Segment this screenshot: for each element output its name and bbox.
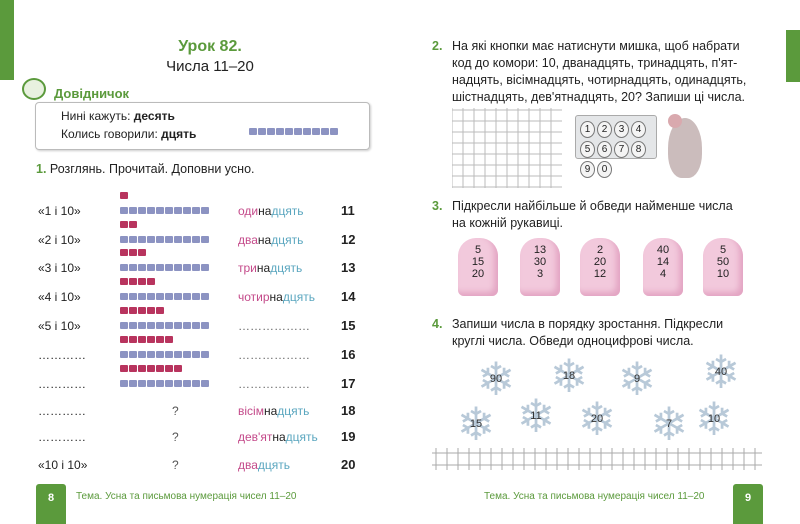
cube [156,351,164,358]
cube [201,351,209,358]
keypad-button[interactable]: 1 [580,121,595,138]
word-part: вісім [238,404,264,418]
mouse-ear [668,114,682,128]
cube [156,207,164,214]
keypad-button[interactable]: 7 [614,141,629,158]
cube [174,264,182,271]
mitten [458,238,498,296]
ref-line1-value: десять [133,109,175,123]
cube [174,293,182,300]
snowflake-number[interactable]: ❄ 11 [512,392,560,440]
cube [120,380,128,387]
word-part: два [238,233,258,247]
word-part: на [257,233,272,247]
task-text-line: Підкресли найбільше й обведи найменше числа [452,199,733,213]
cube [120,293,128,300]
row-label: «10 і 10» [38,458,88,472]
cube [201,380,209,387]
cube [138,380,146,387]
mitten-number[interactable]: 5 [719,244,727,256]
row-label: «1 і 10» [38,204,81,218]
table-row [0,200,400,222]
number-word [238,261,302,275]
word-part: на [256,261,271,275]
task1-number: 1. [36,162,47,176]
word-part: на [272,430,286,444]
cube [120,236,128,243]
cube [120,249,128,256]
cube [165,351,173,358]
table-row [0,454,400,476]
cube [201,236,209,243]
table-row [0,344,400,366]
row-label: «5 і 10» [38,319,81,333]
ref-line2-label: Колись говорили: [61,127,158,141]
mitten-number[interactable]: 4 [659,268,667,280]
number-word [238,290,315,304]
word-part: чотир [238,290,270,304]
cube [120,322,128,329]
row-number: 15 [341,318,356,333]
number-word [238,204,304,218]
cube [156,380,164,387]
cube [165,236,173,243]
cube [330,128,338,135]
row-number: 18 [341,403,356,418]
mitten-number[interactable]: 40 [656,244,670,256]
cube [138,351,146,358]
cube [192,236,200,243]
cube [120,264,128,271]
cube [129,365,137,372]
row-number: 14 [341,289,356,304]
cube [192,380,200,387]
word-part: на [263,404,278,418]
cube [120,192,128,199]
question-mark: ? [172,458,179,472]
cube [120,278,128,285]
mitten-number[interactable]: 20 [593,256,607,268]
page-number-right: 9 [733,484,763,524]
mitten-number[interactable]: 12 [593,268,607,280]
cube [165,207,173,214]
cube [156,322,164,329]
cube [156,293,164,300]
mitten-number[interactable]: 13 [533,244,547,256]
task3-number: 3. [432,199,443,213]
mitten-number[interactable]: 3 [536,268,544,280]
row-number: 11 [341,203,355,218]
number-word [238,233,303,247]
cube [147,307,155,314]
keypad-button[interactable]: 6 [597,141,612,158]
cube [138,307,146,314]
mitten [520,238,560,296]
cube-bars [120,307,210,336]
keypad-button[interactable]: 3 [614,121,629,138]
cube-bars [120,192,210,221]
mitten-number[interactable]: 2 [596,244,604,256]
cube [138,365,146,372]
task-text-line: код до комори: 10, дванадцять, тринадцять, п'ят- [452,56,738,70]
mitten-number[interactable]: 20 [471,268,485,280]
table-row [0,229,400,251]
cube [165,336,173,343]
cube-bars [120,249,210,278]
cube [120,336,128,343]
cube [192,207,200,214]
task3 [432,198,772,232]
cube [129,249,137,256]
cube [267,128,275,135]
row-number: 20 [341,457,356,472]
cube [147,380,155,387]
footer-topic-left: Тема. Усна та письмова нумерація чисел 11–20 [76,491,297,502]
word-part: дцять [271,233,304,247]
cube [138,249,146,256]
task-text-line: на кожній рукавиці. [452,216,564,230]
cube [174,322,182,329]
keypad-button[interactable]: 5 [580,141,595,158]
keypad-button[interactable]: 2 [597,121,612,138]
cube [156,264,164,271]
word-part: дцять [277,404,310,418]
cube [129,207,137,214]
cube [138,236,146,243]
cube [183,264,191,271]
cube [147,264,155,271]
word-part: дев'ят [238,430,273,444]
snowflake-number[interactable]: ❄ 20 [573,395,621,443]
cube [165,264,173,271]
word-part: три [238,261,257,275]
mitten-number[interactable]: 15 [471,256,485,268]
cube [201,264,209,271]
cube [276,128,284,135]
cube-bars [120,278,210,307]
task1-text: Розглянь. Прочитай. Доповни усно. [49,162,255,176]
snowflake-number[interactable]: ❄ 7 [645,400,693,448]
table-row [0,257,400,279]
row-label: ………… [38,377,86,391]
task-text-line: шістнадцять, дев'ятнадцять, 20? Запиши ці числа. [452,90,746,104]
keypad-button[interactable]: 4 [631,121,646,138]
row-label: ………… [38,404,86,418]
snowflake-number[interactable]: ❄ 90 [472,355,520,403]
cube [156,236,164,243]
number-word [238,458,290,472]
question-mark: ? [172,430,179,444]
cube [201,322,209,329]
number-word [238,430,318,444]
cube [183,380,191,387]
cube [183,207,191,214]
cube [156,307,164,314]
cube [192,351,200,358]
cube [120,221,128,228]
ref-line1-label: Нині кажуть: [61,109,131,123]
task1-heading [36,162,255,176]
cube-bars [120,221,210,250]
task-text-line: На які кнопки має натиснути мишка, щоб набрати [452,39,740,53]
right-edge-tab [786,30,800,82]
cube [165,322,173,329]
cube [165,380,173,387]
cube [249,128,257,135]
ref-line2-value: дцять [161,127,197,141]
mitten-number[interactable]: 14 [656,256,670,268]
cube-bars [120,336,210,365]
word-part: дцять [271,204,304,218]
cube [258,128,266,135]
cube [129,336,137,343]
page-number-left: 8 [36,484,66,524]
row-number: 19 [341,429,356,444]
cube [129,380,137,387]
mitten-number[interactable]: 5 [474,244,482,256]
reference-heading: Довідничок [54,86,130,101]
cube [285,128,293,135]
cube [138,336,146,343]
row-number: 17 [341,376,356,391]
word-part: дцять [257,458,291,472]
cube [321,128,329,135]
cube [183,322,191,329]
task-text-line: Запиши числа в порядку зростання. Підкресли [452,317,724,331]
task2-number: 2. [432,39,443,53]
cube [183,293,191,300]
helper-character-icon [22,78,46,100]
cube [201,293,209,300]
cube [147,207,155,214]
mitten [643,238,683,296]
lesson-title: Урок 82. [178,38,242,55]
code-keypad [575,115,657,175]
cube [174,236,182,243]
table-row [0,426,400,448]
row-number: 16 [341,347,356,362]
task2 [432,38,772,106]
cube [147,322,155,329]
cube [174,351,182,358]
task4-number: 4. [432,317,443,331]
keypad-button[interactable]: 9 [580,161,595,178]
word-part: дцять [270,261,303,275]
ten-cube-bar [249,128,339,146]
cube [138,278,146,285]
word-part: на [258,204,272,218]
cube [174,380,182,387]
task-text-line: надцять, вісімнадцять, чотирнадцять, одинадцять, [452,73,747,87]
table-row [0,400,400,422]
cube [147,236,155,243]
row-number: 13 [341,260,356,275]
cube [165,293,173,300]
cube [129,293,137,300]
footer-topic-right: Тема. Усна та письмова нумерація чисел 11–20 [484,491,705,502]
cube [129,278,137,285]
number-word [238,404,309,418]
row-label: «3 і 10» [38,261,81,275]
cube [147,278,155,285]
cube [129,236,137,243]
mitten [703,238,743,296]
number-word[interactable]: ……………… [238,377,310,391]
cube [120,351,128,358]
word-part: оди [238,204,259,218]
mitten-number[interactable]: 30 [533,256,547,268]
cube-bars [120,365,210,394]
cube [120,207,128,214]
cube [165,365,173,372]
snowflake-number[interactable]: ❄ 15 [452,400,500,448]
row-label: «2 і 10» [38,233,81,247]
cube [183,236,191,243]
cube [147,293,155,300]
snowflake-number[interactable]: ❄ 40 [697,348,745,396]
task-text-line: круглі числа. Обведи одноцифрові числа. [452,334,694,348]
cube [129,322,137,329]
cube [147,336,155,343]
task4 [432,316,772,350]
cube [120,307,128,314]
row-label: ………… [38,430,86,444]
cube [129,221,137,228]
cube [138,322,146,329]
keypad-button[interactable]: 8 [631,141,646,158]
keypad-button[interactable]: 0 [597,161,612,178]
cube [183,351,191,358]
row-number: 12 [341,232,356,247]
mitten-number[interactable]: 10 [716,268,730,280]
cube [192,264,200,271]
reference-box [35,102,370,150]
cube [156,336,164,343]
snowflake-number[interactable]: ❄ 18 [545,352,593,400]
cube [129,264,137,271]
cube [156,365,164,372]
number-word[interactable]: ……………… [238,348,310,362]
cube [129,351,137,358]
cube [303,128,311,135]
row-label: «4 і 10» [38,290,81,304]
number-word[interactable]: ……………… [238,319,310,333]
answer-line-grid[interactable] [432,448,762,470]
word-part: дцять [282,290,315,304]
cube [138,293,146,300]
cube [312,128,320,135]
cube [192,293,200,300]
cube [147,351,155,358]
row-label: ………… [38,348,86,362]
word-part: дцять [285,430,318,444]
cube [138,207,146,214]
table-row [0,286,400,308]
cube [129,307,137,314]
mitten [580,238,620,296]
word-part: на [269,290,283,304]
snowflake-number[interactable]: ❄ 9 [613,355,661,403]
snowflake-number[interactable]: ❄ 10 [690,395,738,443]
cube [174,207,182,214]
lesson-subtitle: Числа 11–20 [166,58,254,75]
cube [192,322,200,329]
cube [174,365,182,372]
cube [120,365,128,372]
table-row [0,373,400,395]
answer-grid[interactable] [452,108,562,188]
mitten-number[interactable]: 50 [716,256,730,268]
word-part: два [238,458,258,472]
question-mark: ? [172,404,179,418]
table-row [0,315,400,337]
cube [138,264,146,271]
cube [294,128,302,135]
cube [147,365,155,372]
cube [201,207,209,214]
